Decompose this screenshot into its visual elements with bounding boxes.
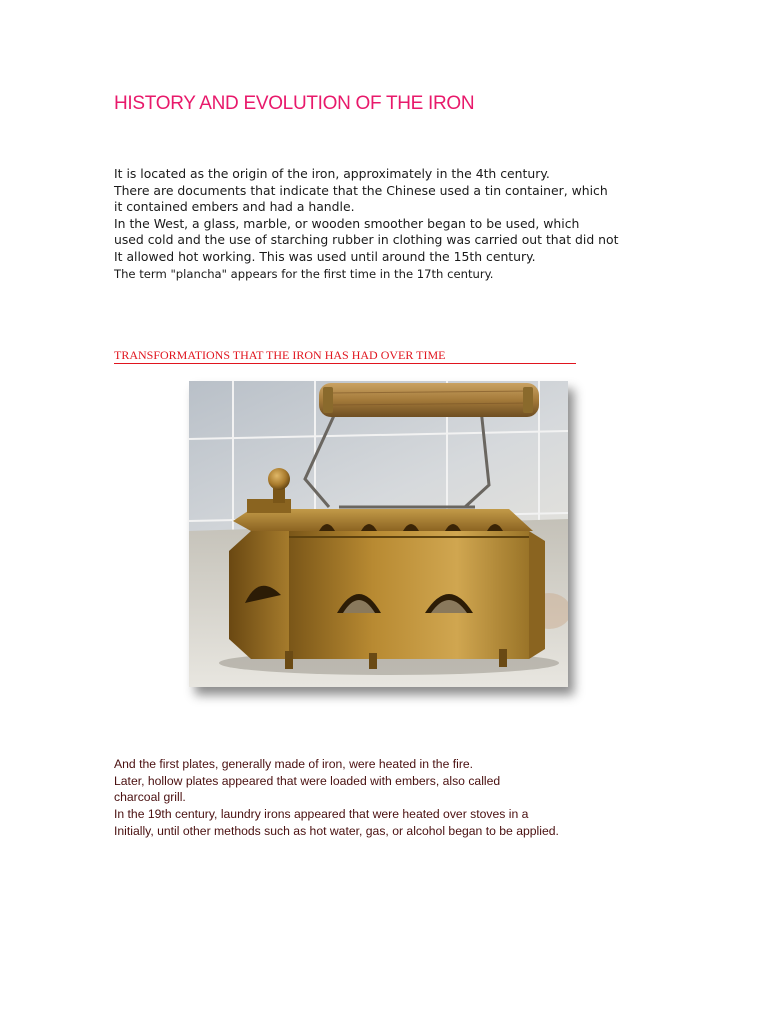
intro-line: It allowed hot working. This was used until around the 15th century. — [114, 248, 536, 264]
body-line: Later, hollow plates appeared that were loaded with embers, also called — [114, 773, 501, 788]
intro-line: The term "plancha" appears for the first time in the 17th century. — [114, 266, 494, 281]
intro-line: used cold and the use of starching rubber in clothing was carried out that did not — [114, 232, 619, 248]
body-line: And the first plates, generally made of iron, were heated in the fire. — [114, 757, 474, 771]
intro-line: it contained embers and had a handle. — [114, 199, 355, 215]
body-line: In the 19th century, laundry irons appeared that were heated over stoves in a — [114, 807, 529, 822]
intro-line: There are documents that indicate that the Chinese used a tin container, which — [114, 182, 608, 198]
charcoal-iron-illustration — [189, 381, 568, 687]
intro-line: It is located as the origin of the iron, approximately in the 4th century. — [114, 166, 550, 181]
body-line: Initially, until other methods such as hot water, gas, or alcohol began to be applied. — [114, 823, 559, 838]
charcoal-iron-photo — [189, 381, 568, 687]
intro-paragraph — [114, 166, 634, 282]
page-title: HISTORY AND EVOLUTION OF THE IRON — [114, 93, 475, 114]
intro-line: In the West, a glass, marble, or wooden smoother began to be used, which — [114, 215, 580, 231]
body-paragraph — [114, 756, 614, 840]
body-line: charcoal grill. — [114, 790, 186, 805]
section-heading: TRANSFORMATIONS THAT THE IRON HAS HAD OVER TIME — [114, 348, 576, 364]
